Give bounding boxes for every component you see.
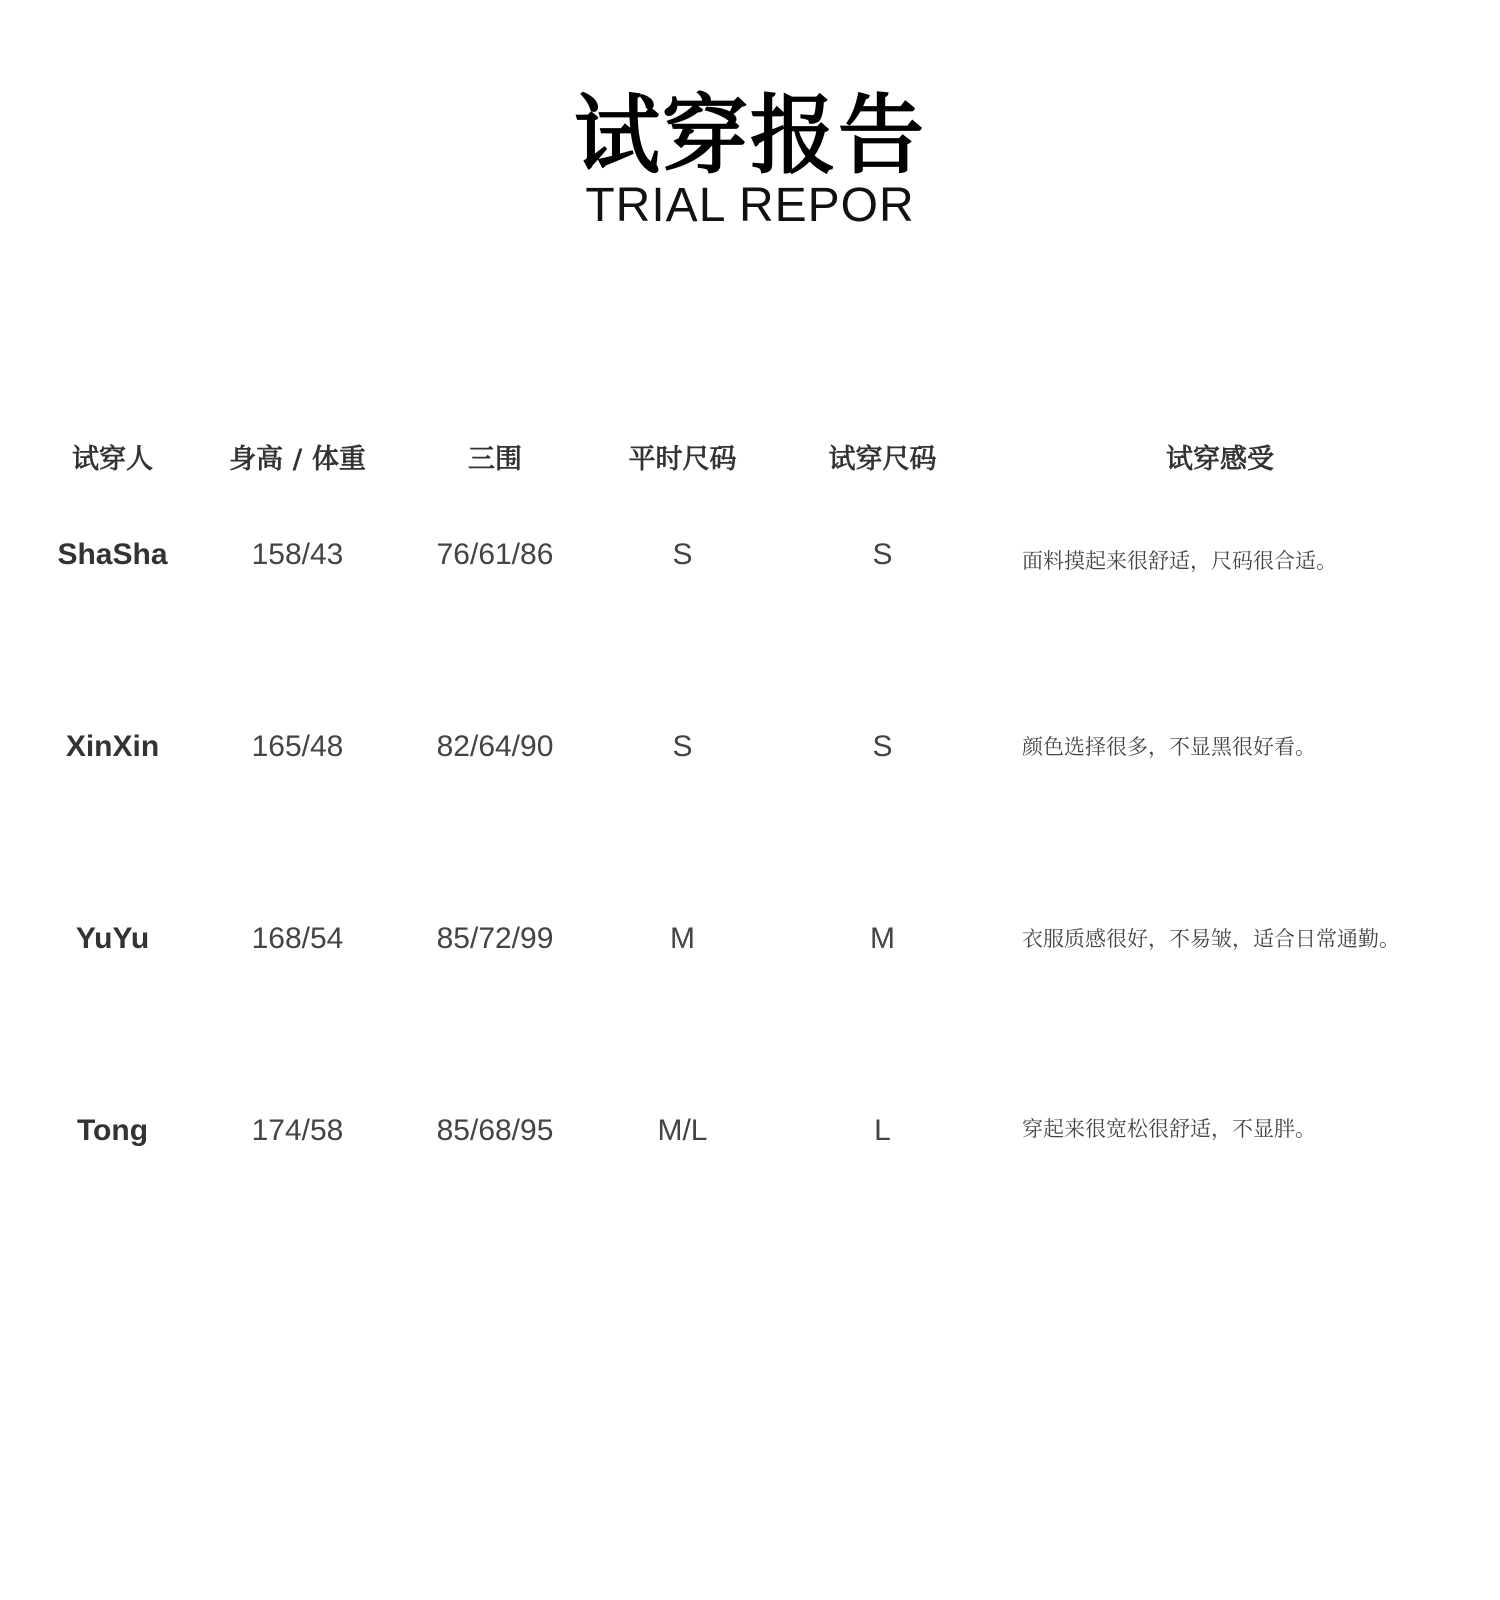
header-feeling: 试穿感受 [1166, 444, 1274, 475]
report-title: 试穿报告 [574, 86, 926, 186]
tester-name: Tong [76, 1114, 149, 1147]
header-trial-size: 试穿尺码 [828, 444, 937, 475]
trial-size: S [872, 538, 893, 571]
usual-size: S [672, 730, 693, 763]
measurements: 85/72/99 [436, 922, 554, 955]
tester-name: XinXin [65, 730, 160, 763]
trial-size: M [870, 922, 895, 955]
report-subtitle: TRIAL REPOR [585, 179, 915, 232]
height-weight: 168/54 [251, 922, 344, 955]
report-title-block [0, 88, 1500, 232]
feeling-text: 穿起来很宽松很舒适，不显胖。 [1022, 1117, 1316, 1141]
tester-name: YuYu [75, 922, 150, 955]
measurements: 82/64/90 [436, 730, 554, 763]
trial-size: S [872, 730, 893, 763]
feeling-text: 面料摸起来很舒适，尺码很合适。 [1022, 549, 1337, 573]
header-measurements: 三围 [468, 444, 522, 475]
tester-name: ShaSha [57, 538, 168, 571]
feeling-text: 颜色选择很多，不显黑很好看。 [1022, 735, 1316, 759]
measurements: 76/61/86 [436, 538, 554, 571]
usual-size: M [670, 922, 695, 955]
usual-size: M/L [657, 1114, 708, 1147]
height-weight: 165/48 [251, 730, 344, 763]
height-weight: 174/58 [251, 1114, 344, 1147]
height-weight: 158/43 [251, 538, 344, 571]
trial-size: L [874, 1114, 891, 1147]
header-tester: 试穿人 [72, 444, 153, 475]
feeling-text: 衣服质感很好，不易皱，适合日常通勤。 [1022, 927, 1400, 951]
header-usual-size: 平时尺码 [628, 444, 737, 475]
usual-size: S [672, 538, 693, 571]
measurements: 85/68/95 [436, 1114, 554, 1147]
header-height-weight: 身高 / 体重 [229, 444, 366, 475]
